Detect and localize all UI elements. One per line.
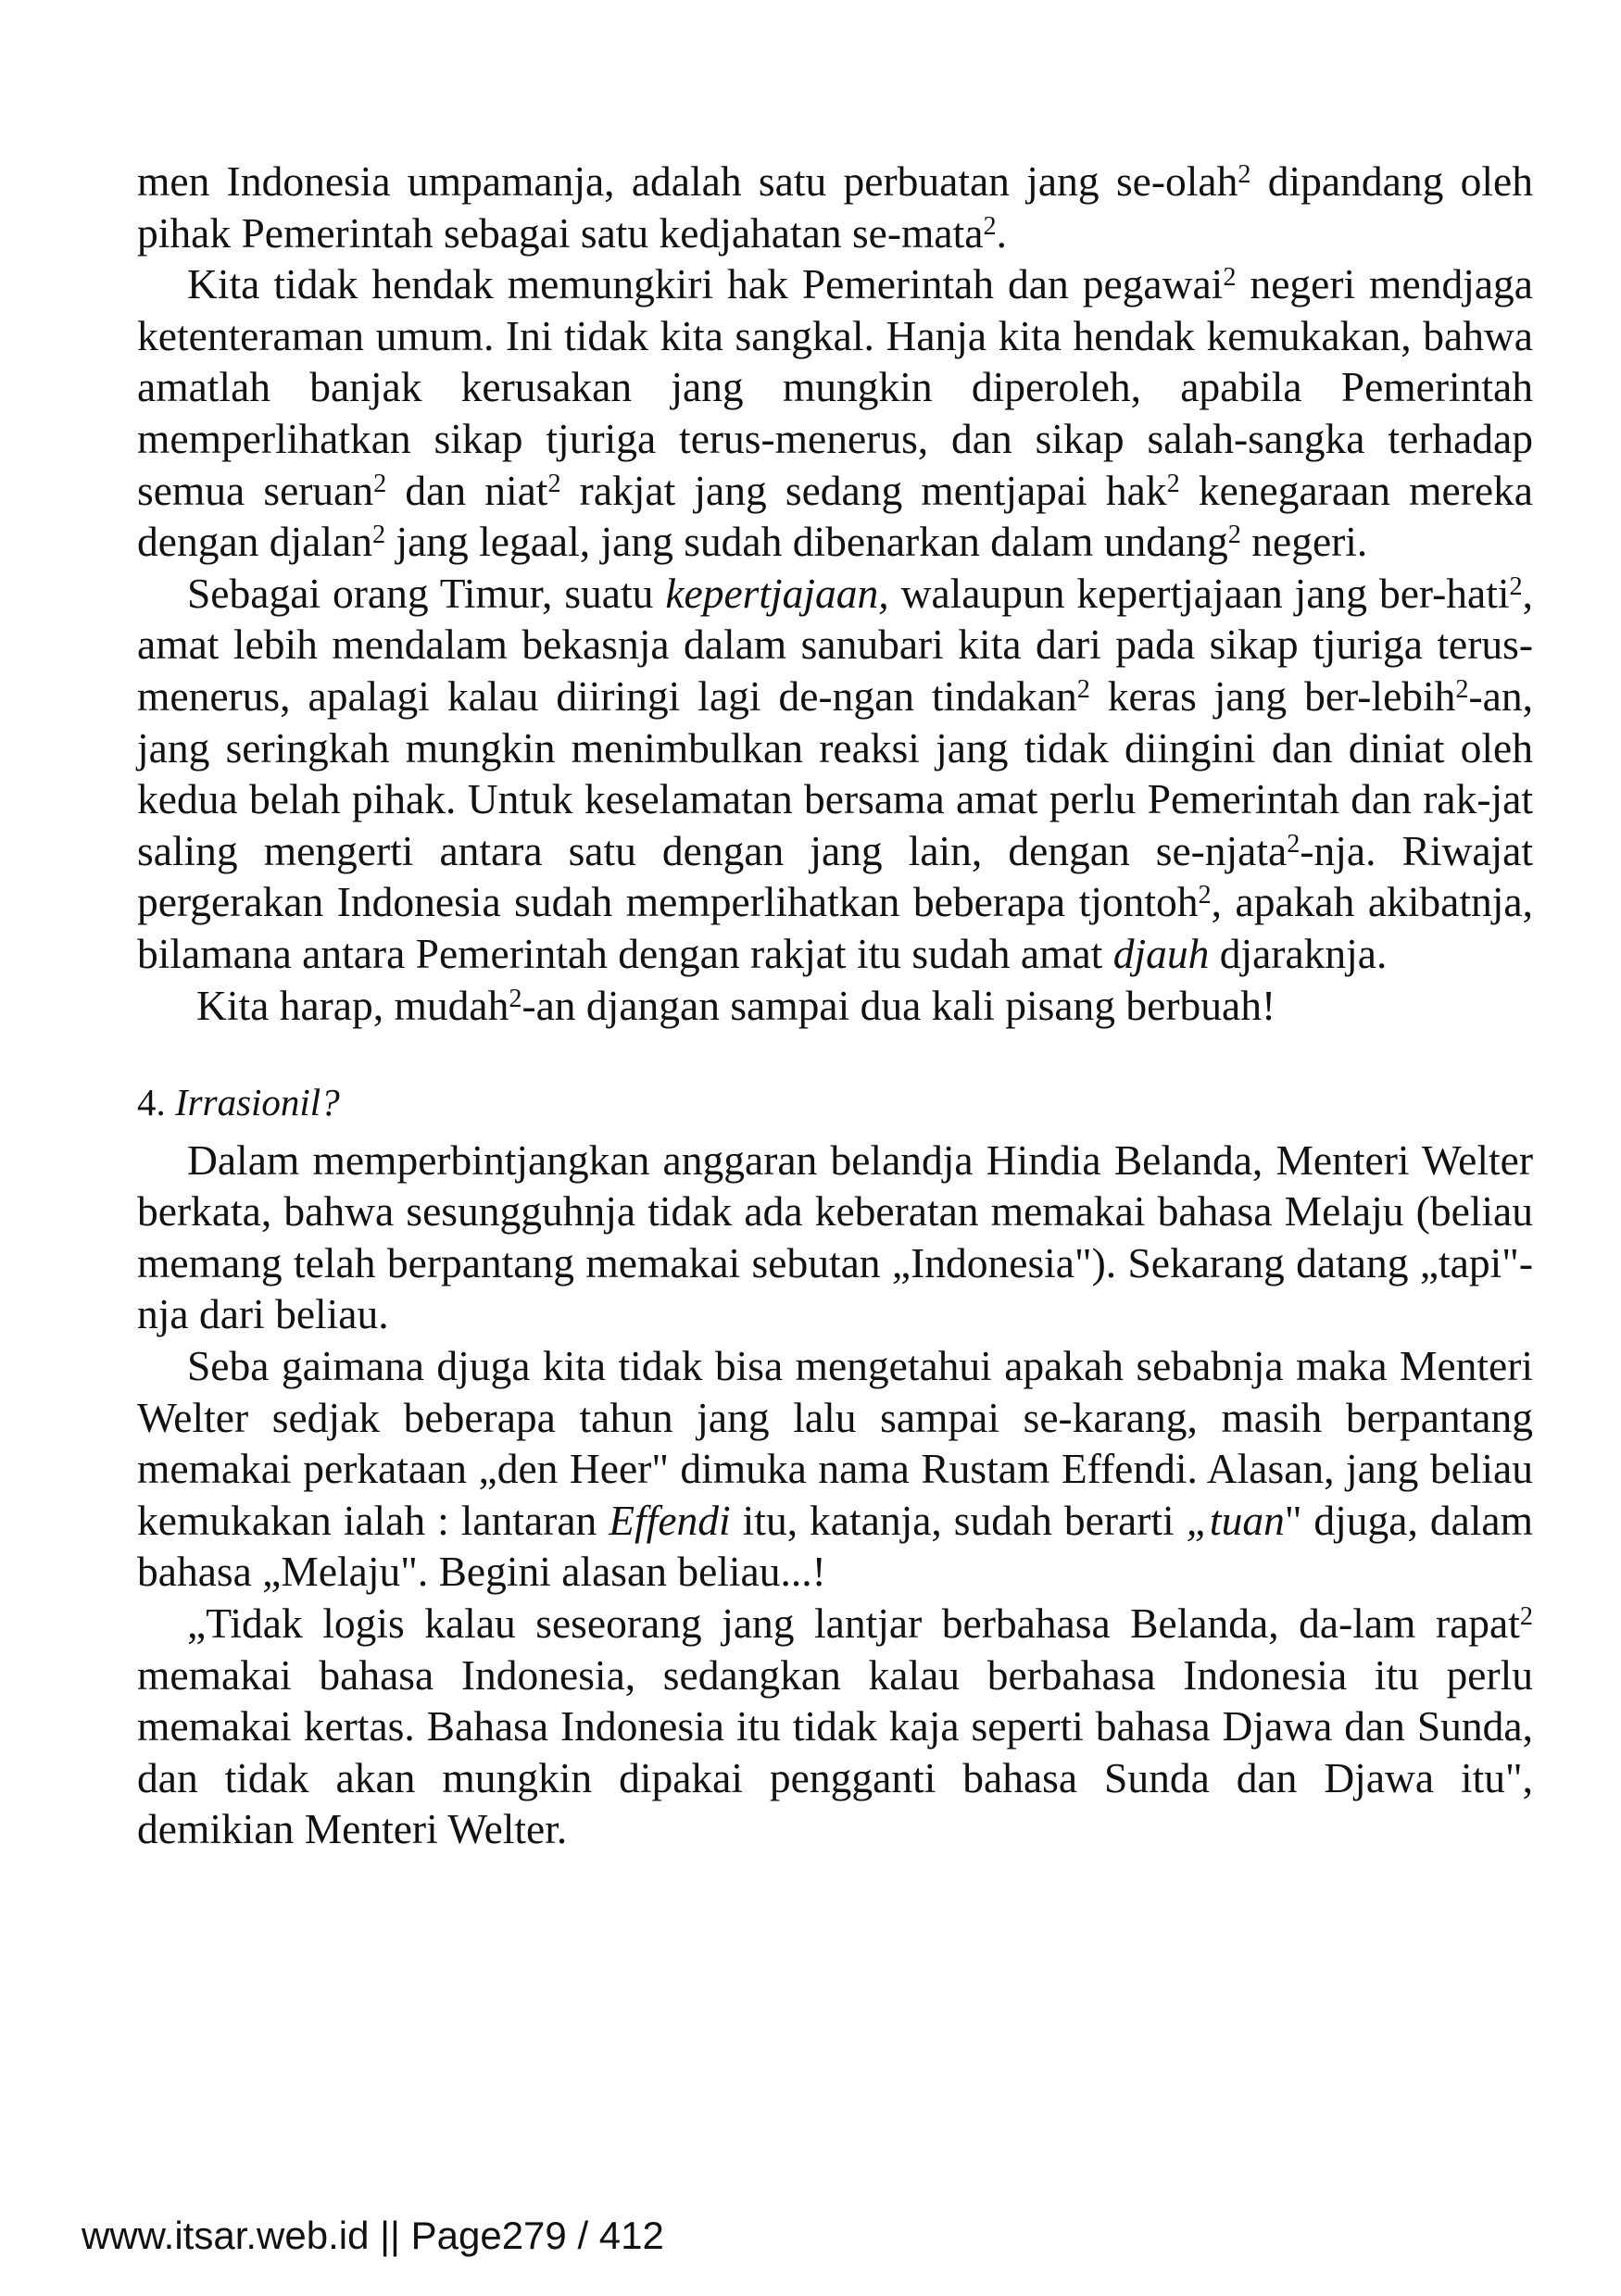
- text: " djuga, dalam bahasa „Melaju". Begini alasan beliau...!: [137, 1496, 1534, 1596]
- text: , apakah akibatnja, bilamana antara Pemerintah dengan rakjat itu sudah amat: [137, 878, 1533, 977]
- superscript: 2: [1198, 881, 1212, 910]
- text: djaraknja.: [1209, 929, 1388, 977]
- paragraph-5: Dalam memperbintjangkan anggaran belandja Hindia Belanda, Menteri Welter berkata, bahwa sesungguhnja tidak ada keberatan memakai bahasa Melaju (beliau memang telah berpantang memakai sebutan „Indonesia"). Sekarang datang „tapi"-nja dari beliau.: [137, 1135, 1533, 1338]
- text: , amat lebih mendalam bekasnja dalam sanubari kita dari pada sikap tjuriga terus-menerus, apalagi kalau diiringi lagi de-ngan tindakan: [137, 569, 1534, 720]
- paragraph-2: [137, 258, 1533, 568]
- superscript: 2: [1287, 829, 1301, 859]
- section-title: Irrasionil?: [175, 1081, 340, 1124]
- text: .: [996, 208, 1007, 257]
- text: dipandang oleh pihak Pemerintah sebagai satu kedjahatan se-mata: [137, 157, 1533, 257]
- superscript: 2: [1519, 1601, 1533, 1631]
- superscript: 2: [1227, 521, 1241, 550]
- superscript: 2: [983, 211, 997, 241]
- paragraph-6: [137, 1340, 1533, 1598]
- text: dan niat: [386, 466, 548, 514]
- italic-text: djauh: [1112, 929, 1210, 977]
- superscript: 2: [371, 521, 386, 550]
- text: -an djangan sampai dua kali pisang berbuah!: [521, 981, 1276, 1029]
- text: itu, katanja, sudah berarti: [730, 1496, 1187, 1544]
- italic-text: kepertjajaan,: [665, 569, 889, 617]
- superscript: 2: [509, 984, 522, 1013]
- text: walaupun kepertjajaan jang ber-hati: [888, 569, 1510, 617]
- text: memakai bahasa Indonesia, sedangkan kalau berbahasa Indonesia itu perlu memakai kertas. Bahasa Indonesia itu tidak kaja seperti bahasa Djawa dan Sunda, dan tidak akan mungkin dipakai pengganti bahasa Sunda dan Djawa itu", demikian Menteri Welter.: [137, 1650, 1533, 1853]
- text: -an, jang seringkah mungkin menimbulkan reaksi jang tidak diingini dan diniat oleh kedua belah pihak. Untuk keselamatan bersama amat perlu Pemerintah dan rak-jat saling mengerti antara satu dengan jang lain, dengan se-njata: [137, 671, 1533, 874]
- paragraph-7: [137, 1598, 1533, 1855]
- superscript: 2: [1455, 674, 1469, 704]
- text: „Tidak logis kalau seseorang jang lantjar berbahasa Belanda, da-lam rapat: [187, 1600, 1520, 1648]
- superscript: 2: [1166, 469, 1180, 498]
- superscript: 2: [1238, 159, 1251, 189]
- page-footer: www.itsar.web.id || Page279 / 412: [82, 2214, 664, 2257]
- section-heading: [137, 1077, 1533, 1129]
- paragraph-1: [137, 156, 1533, 258]
- text: kenegaraan mereka dengan djalan: [137, 466, 1533, 566]
- text: -nja. Riwajat pergerakan Indonesia sudah memperlihatkan beberapa tjontoh: [137, 826, 1533, 926]
- text: Sebagai orang Timur, suatu: [187, 569, 666, 617]
- text: negeri.: [1240, 518, 1368, 566]
- superscript: 2: [1509, 571, 1523, 601]
- paragraph-4: [137, 980, 1533, 1032]
- italic-text: Effendi: [609, 1496, 731, 1544]
- text: Kita tidak hendak memungkiri hak Pemerintah dan pegawai: [187, 260, 1224, 308]
- text: rakjat jang sedang mentjapai hak: [560, 466, 1167, 514]
- page-body: [137, 156, 1533, 1855]
- text: men Indonesia umpamanja, adalah satu perbuatan jang se-olah: [137, 157, 1238, 205]
- paragraph-3: [137, 568, 1533, 980]
- text: Kita harap, mudah: [196, 981, 509, 1029]
- section-number: 4.: [137, 1081, 175, 1124]
- text: keras jang ber-lebih: [1089, 671, 1456, 720]
- text: Seba gaimana djuga kita tidak bisa mengetahui apakah sebabnja maka Menteri Welter sedjak beberapa tahun jang lalu sampai se-karang, masih berpantang memakai perkataan „den Heer" dimuka nama Rustam Effendi. Alasan, jang beliau kemukakan ialah : lantaran: [137, 1342, 1533, 1544]
- text: jang legaal, jang sudah dibenarkan dalam undang: [385, 518, 1228, 566]
- italic-text: „tuan: [1186, 1496, 1285, 1544]
- spacer: [137, 1031, 1533, 1077]
- superscript: 2: [1223, 263, 1237, 293]
- superscript: 2: [1076, 674, 1090, 704]
- text: negeri mendjaga ketenteraman umum. Ini tidak kita sangkal. Hanja kita hendak kemukakan, bahwa amatlah banjak kerusakan jang mungkin diperoleh, apabila Pemerintah memperlihatkan sikap tjuriga terus-menerus, dan sikap salah-sangka terhadap semua seruan: [137, 260, 1533, 514]
- superscript: 2: [373, 469, 387, 498]
- superscript: 2: [547, 469, 561, 498]
